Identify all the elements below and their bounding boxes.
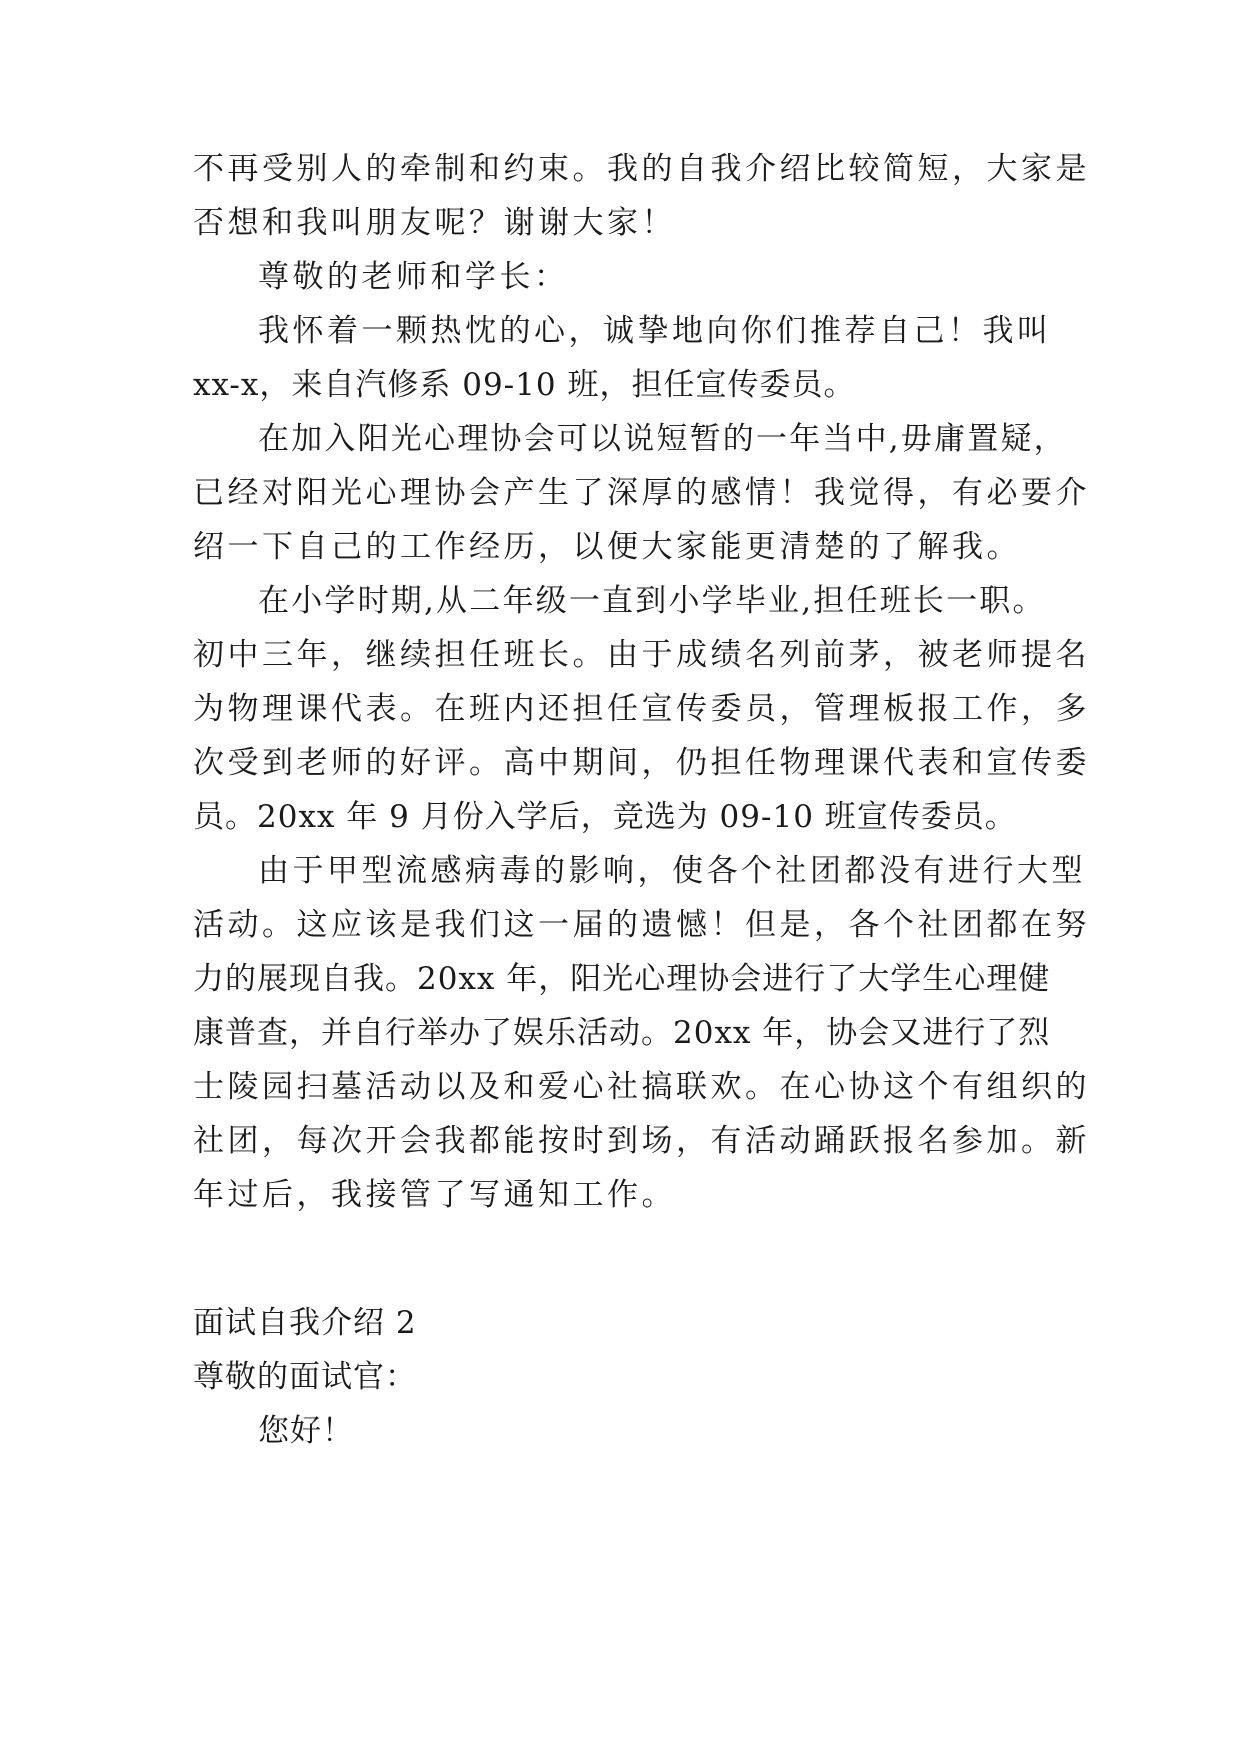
paragraph-line: 我怀着一颗热忱的心，诚挚地向你们推荐自己！我叫 [258,313,1052,349]
paragraph-line: 为物理课代表。在班内还担任宣传委员，管理板报工作，多 [193,691,1090,727]
paragraph-line: 活动。这应该是我们这一届的遗憾！但是，各个社团都在努 [193,907,1090,943]
text-line: 不再受别人的牵制和约束。我的自我介绍比较简短，大家是 [193,151,1090,187]
paragraph-line: 社团，每次开会我都能按时到场，有活动踊跃报名参加。新 [193,1123,1090,1159]
paragraph-line: 力的展现自我。20xx 年，阳光心理协会进行了大学生心理健 [193,961,1051,997]
section-heading: 面试自我介绍 2 [193,1305,417,1341]
paragraph-line: 员。20xx 年 9 月份入学后，竞选为 09-10 班宣传委员。 [193,799,1017,835]
text-line: 否想和我叫朋友呢？谢谢大家！ [193,205,676,241]
paragraph-line: 初中三年，继续担任班长。由于成绩名列前茅，被老师提名 [193,637,1090,673]
paragraph-line: 在加入阳光心理协会可以说短暂的一年当中,毋庸置疑， [258,421,1067,457]
paragraph-line: 士陵园扫墓活动以及和爱心社搞联欢。在心协这个有组织的 [193,1069,1090,1105]
paragraph-line: 在小学时期,从二年级一直到小学毕业,担任班长一职。 [258,583,1046,619]
greeting-text: 您好！ [258,1413,354,1449]
paragraph-line: 年过后，我接管了写通知工作。 [193,1177,676,1213]
paragraph-line: 次受到老师的好评。高中期间，仍担任物理课代表和宣传委 [193,745,1090,781]
paragraph-line: xx-x，来自汽修系 09-10 班，担任宣传委员。 [193,367,856,403]
paragraph-line: 已经对阳光心理协会产生了深厚的感情！我觉得，有必要介 [193,475,1090,511]
letter-salutation: 尊敬的面试官： [193,1359,417,1395]
paragraph-line: 绍一下自己的工作经历，以便大家能更清楚的了解我。 [193,529,1021,565]
paragraph-line: 由于甲型流感病毒的影响，使各个社团都没有进行大型 [258,853,1086,889]
paragraph-line: 康普查，并自行举办了娱乐活动。20xx 年，协会又进行了烈 [193,1015,1051,1051]
letter-salutation: 尊敬的老师和学长： [258,259,569,295]
